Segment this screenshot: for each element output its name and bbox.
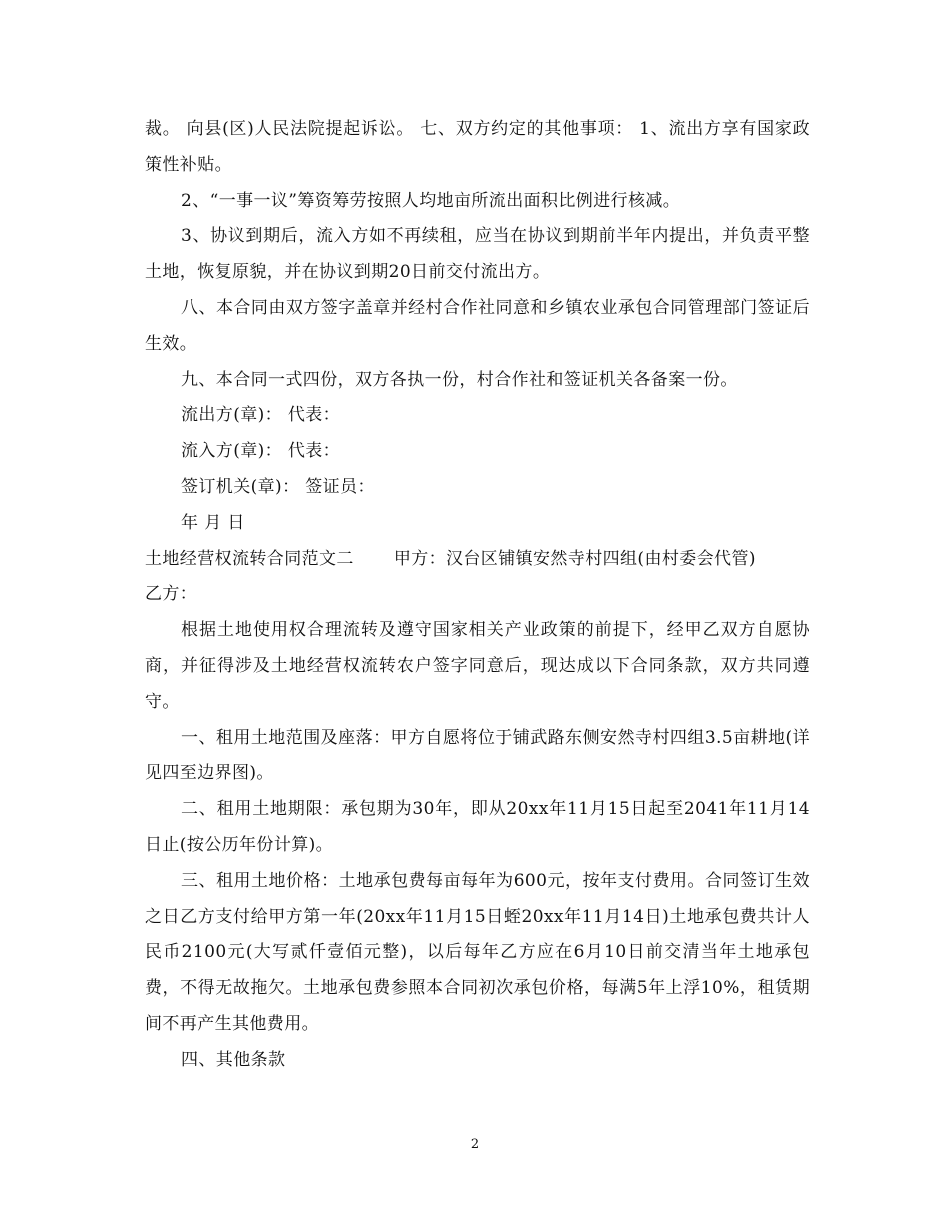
paragraph-other-terms: 四、其他条款: [181, 1049, 286, 1070]
signature-outflow-party: 流出方(章)： 代表：: [181, 405, 341, 426]
paragraph-item-2: 2、“一事一议”筹资筹劳按照人均地亩所流出面积比例进行核减。: [181, 190, 681, 211]
paragraph-preamble: 根据土地使用权合理流转及遵守国家相关产业政策的前提下，经甲乙双方自愿协商，并征得涉及土地经营权流转农户签字同意后，现达成以下合同条款，双方共同遵守。: [145, 620, 810, 712]
paragraph-land-price: 三、租用土地价格：土地承包费每亩每年为600元，按年支付费用。合同签订生效之日乙方支付给甲方第一年(20xx年11月15日蛭20xx年11月14日)土地承包费共计人民币2100元(大写贰仟壹佰元整)，以后每年乙方应在6月10日前交清当年土地承包费，不得无故拖欠。土地承包费参照本合同初次承包价格，每满5年上浮10%，租赁期间不再产生其他费用。: [145, 870, 810, 1034]
page-number: 2: [470, 1137, 480, 1152]
paragraph-land-scope: 一、租用土地范围及座落：甲方自愿将位于铺武路东侧安然寺村四组3.5亩耕地(详见四至边界图)。: [145, 727, 810, 784]
paragraph-land-term: 二、租用土地期限：承包期为30年，即从20xx年11月15日起至2041年11月14日止(按公历年份计算)。: [145, 799, 810, 855]
signature-date: 年 月 日: [181, 512, 245, 533]
section-title: 土地经营权流转合同范文二: [145, 548, 354, 569]
section-header-line: [145, 542, 810, 578]
party-a: 甲方：汉台区铺镇安然寺村四组(由村委会代管): [393, 548, 756, 569]
paragraph-clause-8: 八、本合同由双方签字盖章并经村合作社同意和乡镇农业承包合同管理部门签证后生效。: [145, 297, 810, 354]
party-b: 乙方：: [145, 584, 198, 605]
paragraph-clause-9: 九、本合同一式四份，双方各执一份，村合作社和签证机关各备案一份。: [181, 369, 738, 390]
signature-signing-authority: 签订机关(章)： 签证员：: [181, 476, 375, 497]
body-text: [145, 112, 810, 1079]
signature-inflow-party: 流入方(章)： 代表：: [181, 441, 341, 462]
paragraph-item-3: 3、协议到期后，流入方如不再续租，应当在协议到期前半年内提出，并负责平整土地，恢复原貌，并在协议到期20日前交付流出方。: [145, 226, 810, 283]
paragraph-dispute-and-other-matters: 裁。 向县(区)人民法院提起诉讼。 七、双方约定的其他事项： 1、流出方享有国家政策性补贴。: [145, 119, 810, 175]
